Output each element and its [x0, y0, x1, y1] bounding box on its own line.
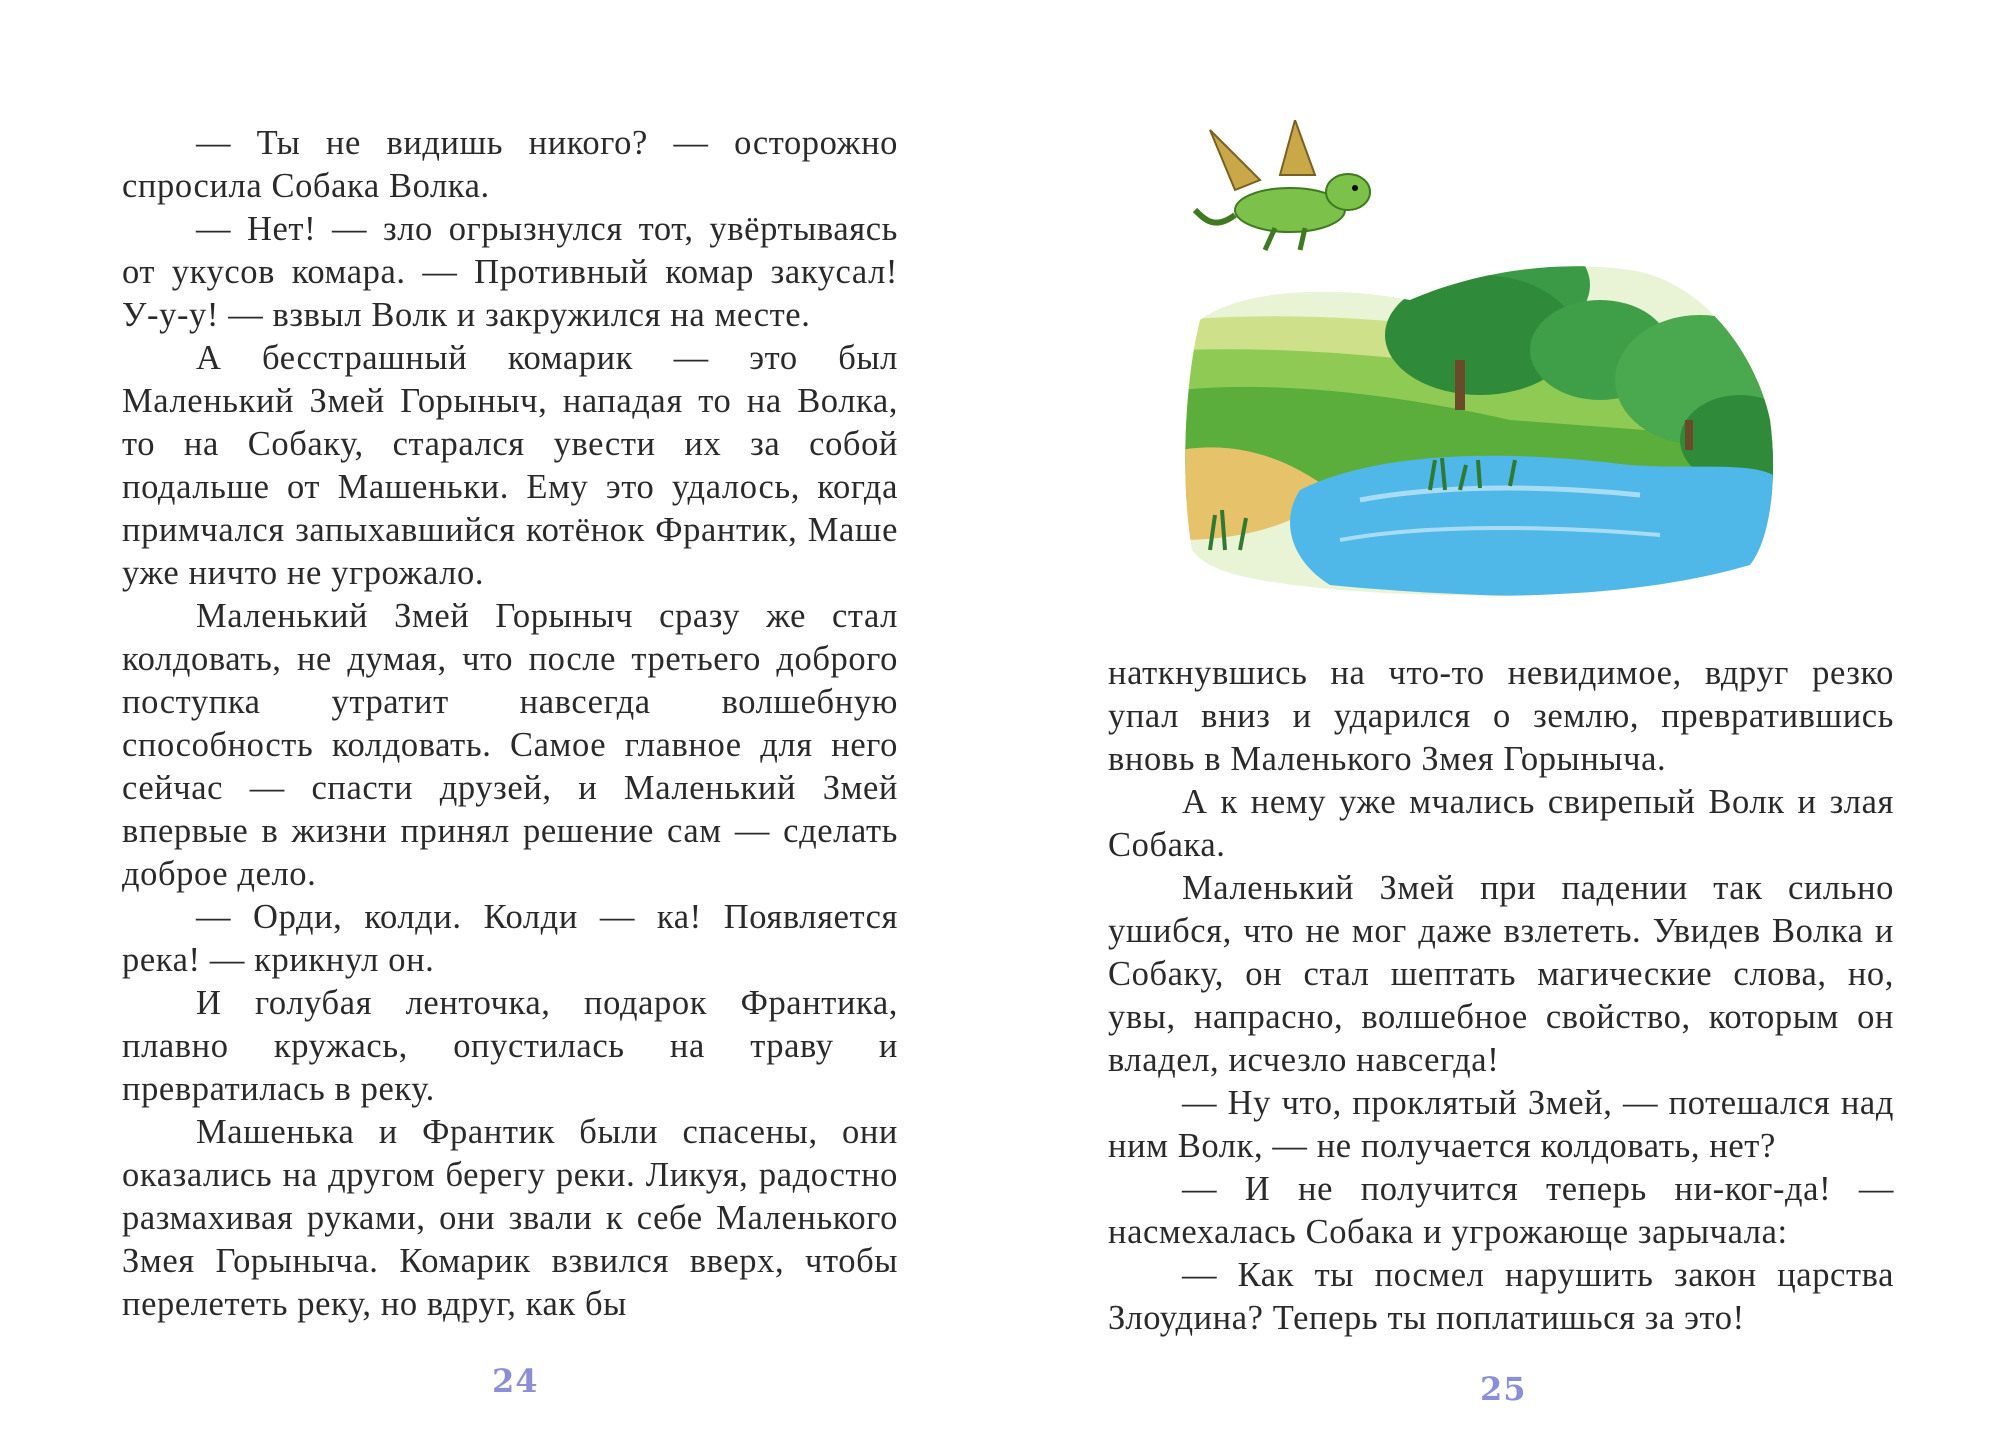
paragraph: Маленький Змей при падении так сильно ушибся, что не мог даже взлететь. Увидев Волка и Собаку, он стал шептать магические слова, но, увы, напрасно, волшебное свойство, которым он владел, исчезло навсегда! [1108, 869, 1894, 1079]
paragraph: — Орди, колди. Колди — ка! Появляется река! — крикнул он. [122, 898, 898, 979]
dragon-river-illustration [1180, 120, 1780, 615]
right-page-text [1108, 652, 1894, 1340]
paragraph: И голубая ленточка, подарок Франтика, плавно кружась, опустилась на траву и превратилась в реку. [122, 984, 898, 1108]
paragraph: — Как ты посмел нарушить закон царства Злоудина? Теперь ты поплатишься за это! [1108, 1256, 1894, 1337]
left-page-text [122, 122, 898, 1326]
dragon [1195, 120, 1370, 250]
landscape-scene [1180, 230, 1780, 615]
paragraph: наткнувшись на что-то невидимое, вдруг резко упал вниз и ударился о землю, превратившись вновь в Маленького Змея Горыныча. [1108, 654, 1894, 778]
paragraph: А к нему уже мчались свирепый Волк и злая Собака. [1108, 783, 1894, 864]
paragraph: Машенька и Франтик были спасены, они оказались на другом берегу реки. Ликуя, радостно размахивая руками, они звали к себе Маленького Змея Горыныча. Комарик взвился вверх, чтобы перелететь реку, но вдруг, как бы [122, 1113, 898, 1323]
paragraph: Маленький Змей Горыныч сразу же стал колдовать, не думая, что после третьего доброго поступка утратит навсегда волшебную способность колдовать. Самое главное для него сейчас — спасти друзей, и Маленький Змей впервые в жизни принял решение сам — сделать доброе дело. [122, 597, 898, 893]
paragraph: — Нет! — зло огрызнулся тот, увёртываясь от укусов комара. — Противный комар закусал! У-у-у! — взвыл Волк и закружился на месте. [122, 210, 898, 334]
paragraph: — И не получится теперь ни-ког-да! — насмехалась Собака и угрожающе зарычала: [1108, 1170, 1894, 1251]
page-number: 25 [1480, 1370, 1527, 1408]
paragraph: — Ну что, проклятый Змей, — потешался над ним Волк, — не получается колдовать, нет? [1108, 1084, 1894, 1165]
page-number: 24 [492, 1362, 539, 1400]
right-page [1000, 0, 2000, 1442]
paragraph: А бесстрашный комарик — это был Маленький Змей Горыныч, нападая то на Волка, то на Собаку, старался увести их за собой подальше от Машеньки. Ему это удалось, когда примчался запыхавшийся котёнок Франтик, Маше уже ничто не угрожало. [122, 339, 898, 592]
paragraph: — Ты не видишь никого? — осторожно спросила Собака Волка. [122, 124, 898, 205]
